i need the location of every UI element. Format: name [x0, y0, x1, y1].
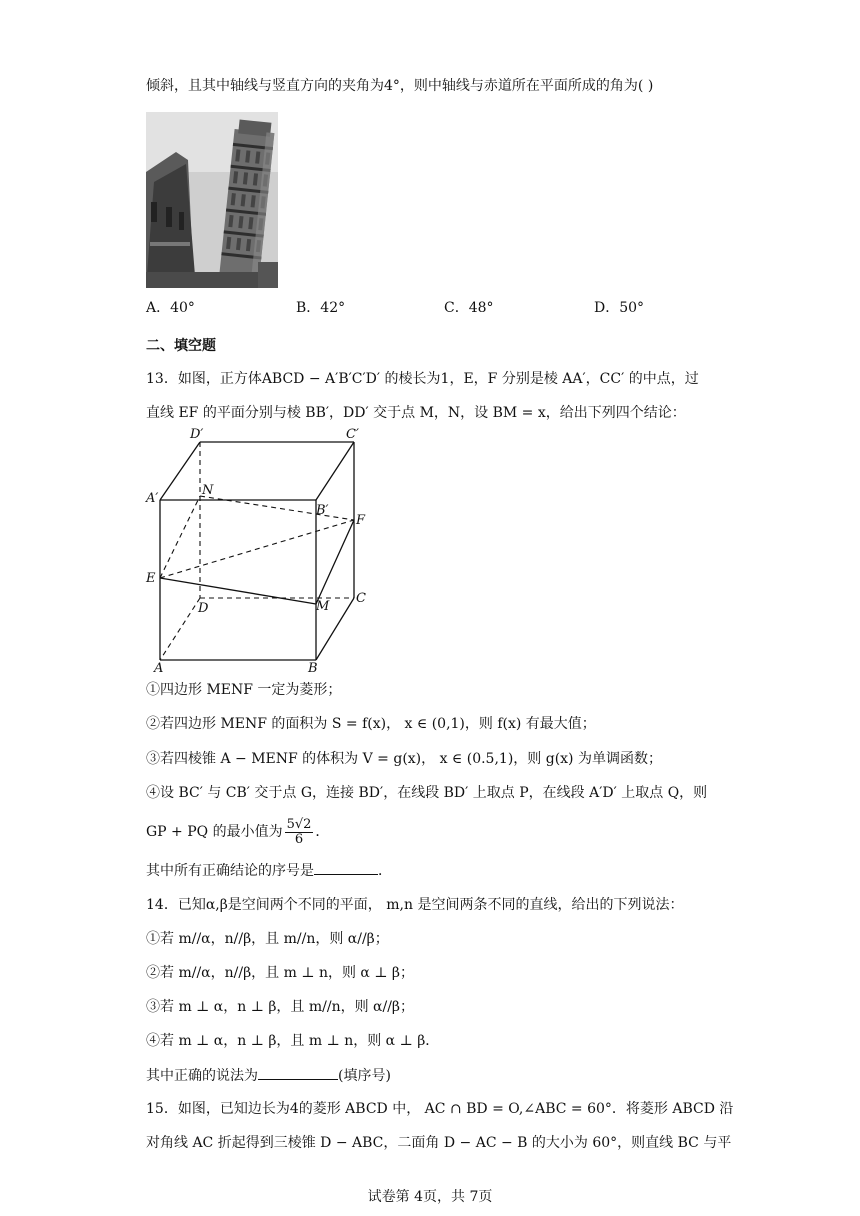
cube-figure [140, 422, 376, 674]
label-n: N [202, 483, 214, 498]
label-b: B [308, 661, 318, 674]
q14-ask-text: 其中正确的说法为 [146, 1068, 258, 1084]
q14-answer-blank[interactable] [258, 1065, 338, 1080]
q13-line-2: 直线 EF 的平面分别与棱 BB′，DD′ 交于点 M，N，设 BM = x，给出下列四个结论： [146, 405, 686, 421]
q13-line-1: 13．如图，正方体ABCD − A′B′C′D′ 的棱长为1，E，F 分别是棱 AA′，CC′ 的中点，过 [146, 371, 699, 387]
label-a: A [154, 661, 164, 674]
label-e: E [146, 571, 156, 586]
label-c: C [356, 591, 366, 606]
fraction-denominator: 6 [294, 831, 304, 847]
q14-statement-4: ④若 m ⊥ α，n ⊥ β，且 m ⊥ n，则 α ⊥ β． [146, 1033, 440, 1049]
option-c[interactable]: C．48° [444, 300, 494, 316]
option-a[interactable]: A．40° [146, 300, 195, 316]
label-f: F [356, 513, 366, 528]
label-d: D [198, 601, 209, 616]
q13-ask [146, 860, 392, 881]
q12-stem-tail: 倾斜，且其中轴线与竖直方向的夹角为4°，则中轴线与赤道所在平面所成的角为( ) [146, 78, 654, 94]
fraction-5root2-over-6 [285, 818, 314, 847]
q13-statement-4-cont [146, 817, 329, 847]
label-m: M [316, 599, 330, 614]
label-c-prime: C′ [346, 427, 359, 442]
q15-line-1: 15．如图，已知边长为4的菱形 ABCD 中， AC ∩ BD = O,∠ABC = 60°．将菱形 ABCD 沿 [146, 1101, 734, 1117]
q13-ask-end: ． [378, 863, 392, 879]
q14-ask [146, 1065, 391, 1086]
q14-statement-1: ①若 m//α，n//β，且 m//n，则 α//β； [146, 931, 389, 947]
label-a-prime: A′ [146, 491, 159, 506]
section-title-fill-in: 二、填空题 [146, 338, 216, 354]
q13-s4b-post: ． [315, 824, 330, 840]
q13-ask-text: 其中所有正确结论的序号是 [146, 863, 314, 879]
q14-statement-3: ③若 m ⊥ α，n ⊥ β，且 m//n，则 α//β； [146, 999, 415, 1015]
q13-statement-3: ③若四棱锥 A − MENF 的体积为 V = g(x)， x ∈ (0.5,1)，则 g(x) 为单调函数； [146, 751, 662, 767]
q14-ask-end: (填序号) [338, 1068, 391, 1084]
tower-image [146, 112, 278, 288]
option-b[interactable]: B．42° [296, 300, 346, 316]
q13-statement-2: ②若四边形 MENF 的面积为 S = f(x)， x ∈ (0,1)，则 f(x) 有最大值； [146, 716, 596, 732]
q13-answer-blank[interactable] [314, 860, 378, 875]
q13-statement-4: ④设 BC′ 与 CB′ 交于点 G，连接 BD′，在线段 BD′ 上取点 P，在线段 A′D′ 上取点 Q，则 [146, 785, 708, 801]
leaning-tower-photo [146, 112, 278, 288]
page-footer: 试卷第 4页，共 7页 [367, 1189, 493, 1205]
option-d[interactable]: D．50° [594, 300, 645, 316]
q15-line-2: 对角线 AC 折起得到三棱锥 D − ABC，二面角 D − AC − B 的大小为 60°，则直线 BC 与平 [146, 1135, 732, 1151]
label-d-prime: D′ [190, 427, 204, 442]
q14-stem: 14．已知α,β是空间两个不同的平面， m,n 是空间两条不同的直线，给出的下列说法： [146, 897, 684, 913]
q13-s4b-pre: GP + PQ 的最小值为 [146, 824, 283, 840]
q13-statement-1: ①四边形 MENF 一定为菱形； [146, 682, 342, 698]
q14-statement-2: ②若 m//α，n//β，且 m ⊥ n，则 α ⊥ β； [146, 965, 415, 981]
label-b-prime: B′ [316, 503, 329, 518]
fraction-numerator: 5√2 [286, 816, 312, 832]
